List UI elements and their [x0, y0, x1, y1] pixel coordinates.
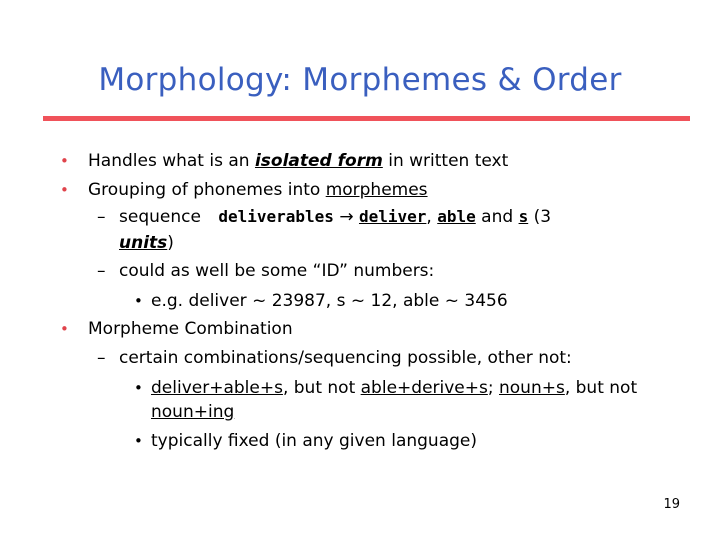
fixed-order-note — [151, 431, 477, 451]
text-semicolon: ; — [487, 378, 499, 398]
slide-title: Morphology: Morphemes & Order — [98, 62, 622, 98]
bullet-3 — [88, 319, 293, 339]
bullet-2-sub-1 — [119, 207, 551, 227]
dash-marker: – — [97, 261, 106, 281]
fixed-order-text: typically fixed (in any given language) — [151, 431, 477, 451]
bullet-2-text-before: Grouping of phonemes into — [88, 180, 326, 200]
word-noun-s: noun+s — [499, 378, 565, 398]
dot-marker: • — [134, 432, 143, 450]
bullet-2-sub-1-cont — [119, 233, 174, 253]
bullet-2 — [88, 180, 428, 200]
bullet-1 — [88, 151, 508, 171]
text-but-not: , but not — [282, 378, 361, 398]
dot-marker: • — [134, 292, 143, 310]
combination-example — [151, 378, 637, 398]
word-noun-ing: noun+ing — [151, 402, 235, 422]
title-divider — [43, 116, 690, 121]
dash-marker: – — [97, 348, 106, 368]
paren-open: (3 — [528, 207, 552, 227]
morpheme-s: s — [518, 207, 529, 226]
text-but-not-2: , but not — [564, 378, 638, 398]
code-word: deliverables — [218, 207, 334, 226]
arrow-icon: → — [339, 207, 354, 227]
bullet-marker: • — [60, 152, 69, 170]
comma: , — [426, 207, 432, 227]
word-deliver-able-s: deliver+able+s — [151, 378, 283, 398]
morpheme-deliver: deliver — [358, 207, 427, 226]
dash-marker: – — [97, 207, 106, 227]
bullet-marker: • — [60, 181, 69, 199]
bullet-2-emphasis: morphemes — [325, 180, 428, 200]
and-text: and — [475, 207, 519, 227]
dot-marker: • — [134, 379, 143, 397]
bullet-3-text: Morpheme Combination — [88, 319, 293, 339]
id-example-text: e.g. deliver ~ 23987, s ~ 12, able ~ 3456 — [151, 291, 508, 311]
id-example — [151, 291, 508, 311]
sub-text-before: sequence — [119, 207, 207, 227]
bullet-2-sub-2 — [119, 261, 434, 281]
bullet-1-text-before: Handles what is an — [88, 151, 255, 171]
word-able-derive-s: able+derive+s — [360, 378, 488, 398]
bullet-marker: • — [60, 320, 69, 338]
page-number: 19 — [663, 497, 680, 512]
bullet-3-sub-1 — [119, 348, 572, 368]
units-word: units — [119, 233, 168, 253]
bullet-1-text-after: in written text — [382, 151, 509, 171]
paren-close: ) — [167, 233, 174, 253]
sub-2-text: could as well be some “ID” numbers: — [119, 261, 435, 281]
morpheme-able: able — [437, 207, 476, 226]
sub-text: certain combinations/sequencing possible, other not: — [119, 348, 572, 368]
combination-example-cont — [151, 402, 234, 422]
bullet-1-emphasis: isolated form — [254, 151, 383, 171]
